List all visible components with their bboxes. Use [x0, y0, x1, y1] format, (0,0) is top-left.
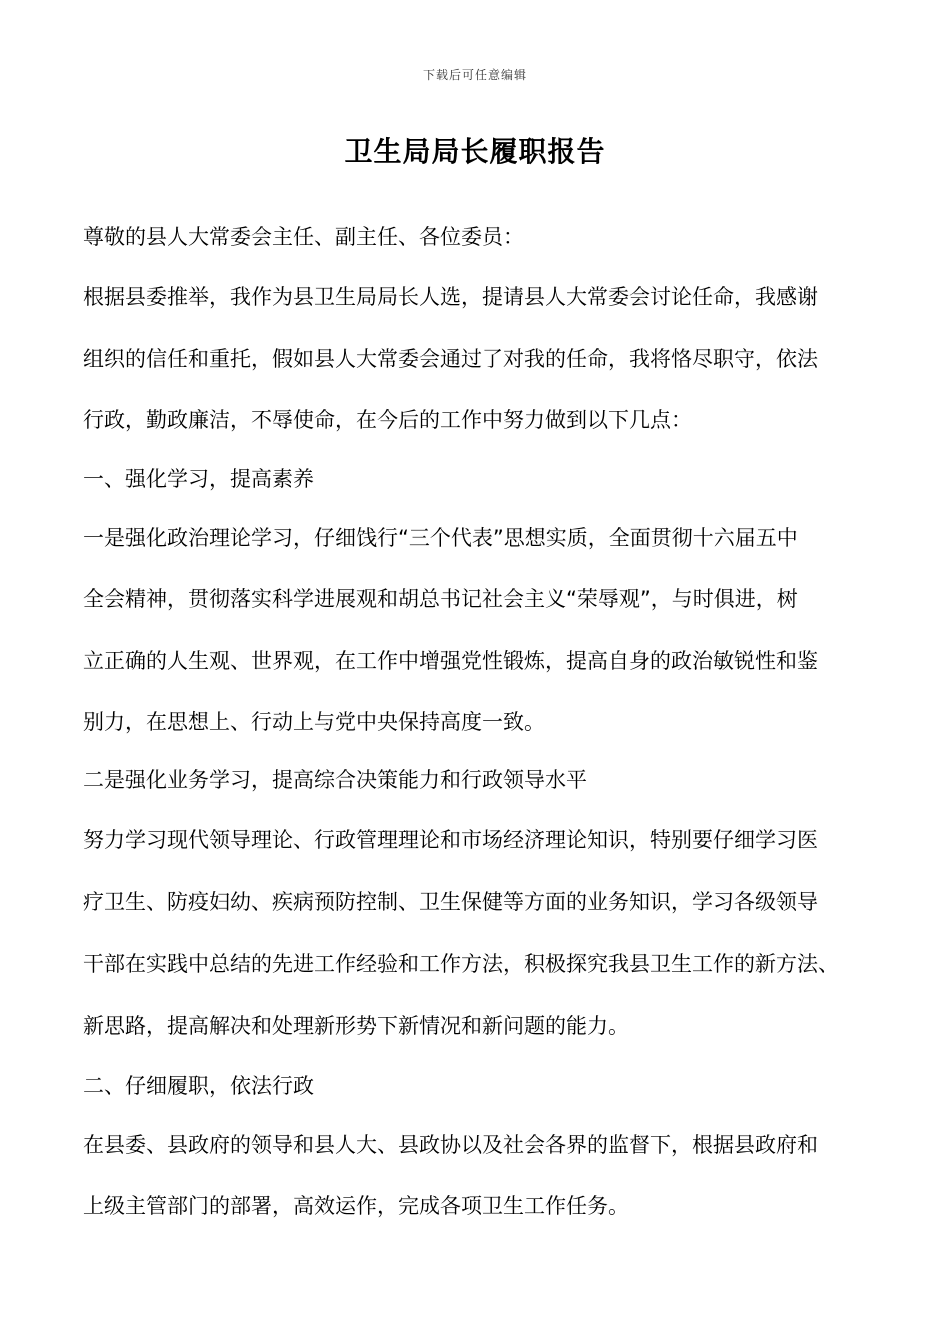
paragraph-line: 别力，在思想上、行动上与党中央保持高度一致。 [83, 710, 545, 734]
paragraph-line: 干部在实践中总结的先进工作经验和工作方法，积极探究我县卫生工作的新方法、 [83, 952, 839, 976]
document-title: 卫生局局长履职报告 [344, 135, 606, 168]
paragraph-line: 新思路，提高解决和处理新形势下新情况和新问题的能力。 [83, 1014, 629, 1038]
salutation-line: 尊敬的县人大常委会主任、副主任、各位委员： [83, 225, 524, 249]
paragraph-line: 组织的信任和重托，假如县人大常委会通过了对我的任命，我将恪尽职守，依法 [83, 347, 818, 371]
paragraph-line: 努力学习现代领导理论、行政管理理论和市场经济理论知识，特别要仔细学习医 [83, 828, 818, 852]
paragraph-line: 立正确的人生观、世界观，在工作中增强党性锻炼，提高自身的政治敏锐性和鉴 [83, 649, 818, 673]
paragraph-line: 行政，勤政廉洁，不辱使命，在今后的工作中努力做到以下几点： [83, 408, 692, 432]
paragraph-line: 疗卫生、防疫妇幼、疾病预防控制、卫生保健等方面的业务知识，学习各级领导 [83, 890, 818, 914]
section-heading: 二、仔细履职，依法行政 [83, 1074, 314, 1098]
paragraph-line: 根据县委推举，我作为县卫生局局长人选，提请县人大常委会讨论任命，我感谢 [83, 285, 818, 309]
paragraph-line: 全会精神，贯彻落实科学进展观和胡总书记社会主义“荣辱观”，与时俱进，树 [83, 587, 798, 611]
section-heading: 一、强化学习，提高素养 [83, 467, 314, 491]
header-note: 下载后可任意编辑 [422, 68, 527, 82]
paragraph-line: 上级主管部门的部署，高效运作，完成各项卫生工作任务。 [83, 1194, 629, 1218]
paragraph-line: 一是强化政治理论学习，仔细饯行“三个代表”思想实质，全面贯彻十六届五中 [83, 526, 798, 550]
subsection-heading: 二是强化业务学习，提高综合决策能力和行政领导水平 [83, 768, 587, 792]
paragraph-line: 在县委、县政府的领导和县人大、县政协以及社会各界的监督下，根据县政府和 [83, 1133, 818, 1157]
